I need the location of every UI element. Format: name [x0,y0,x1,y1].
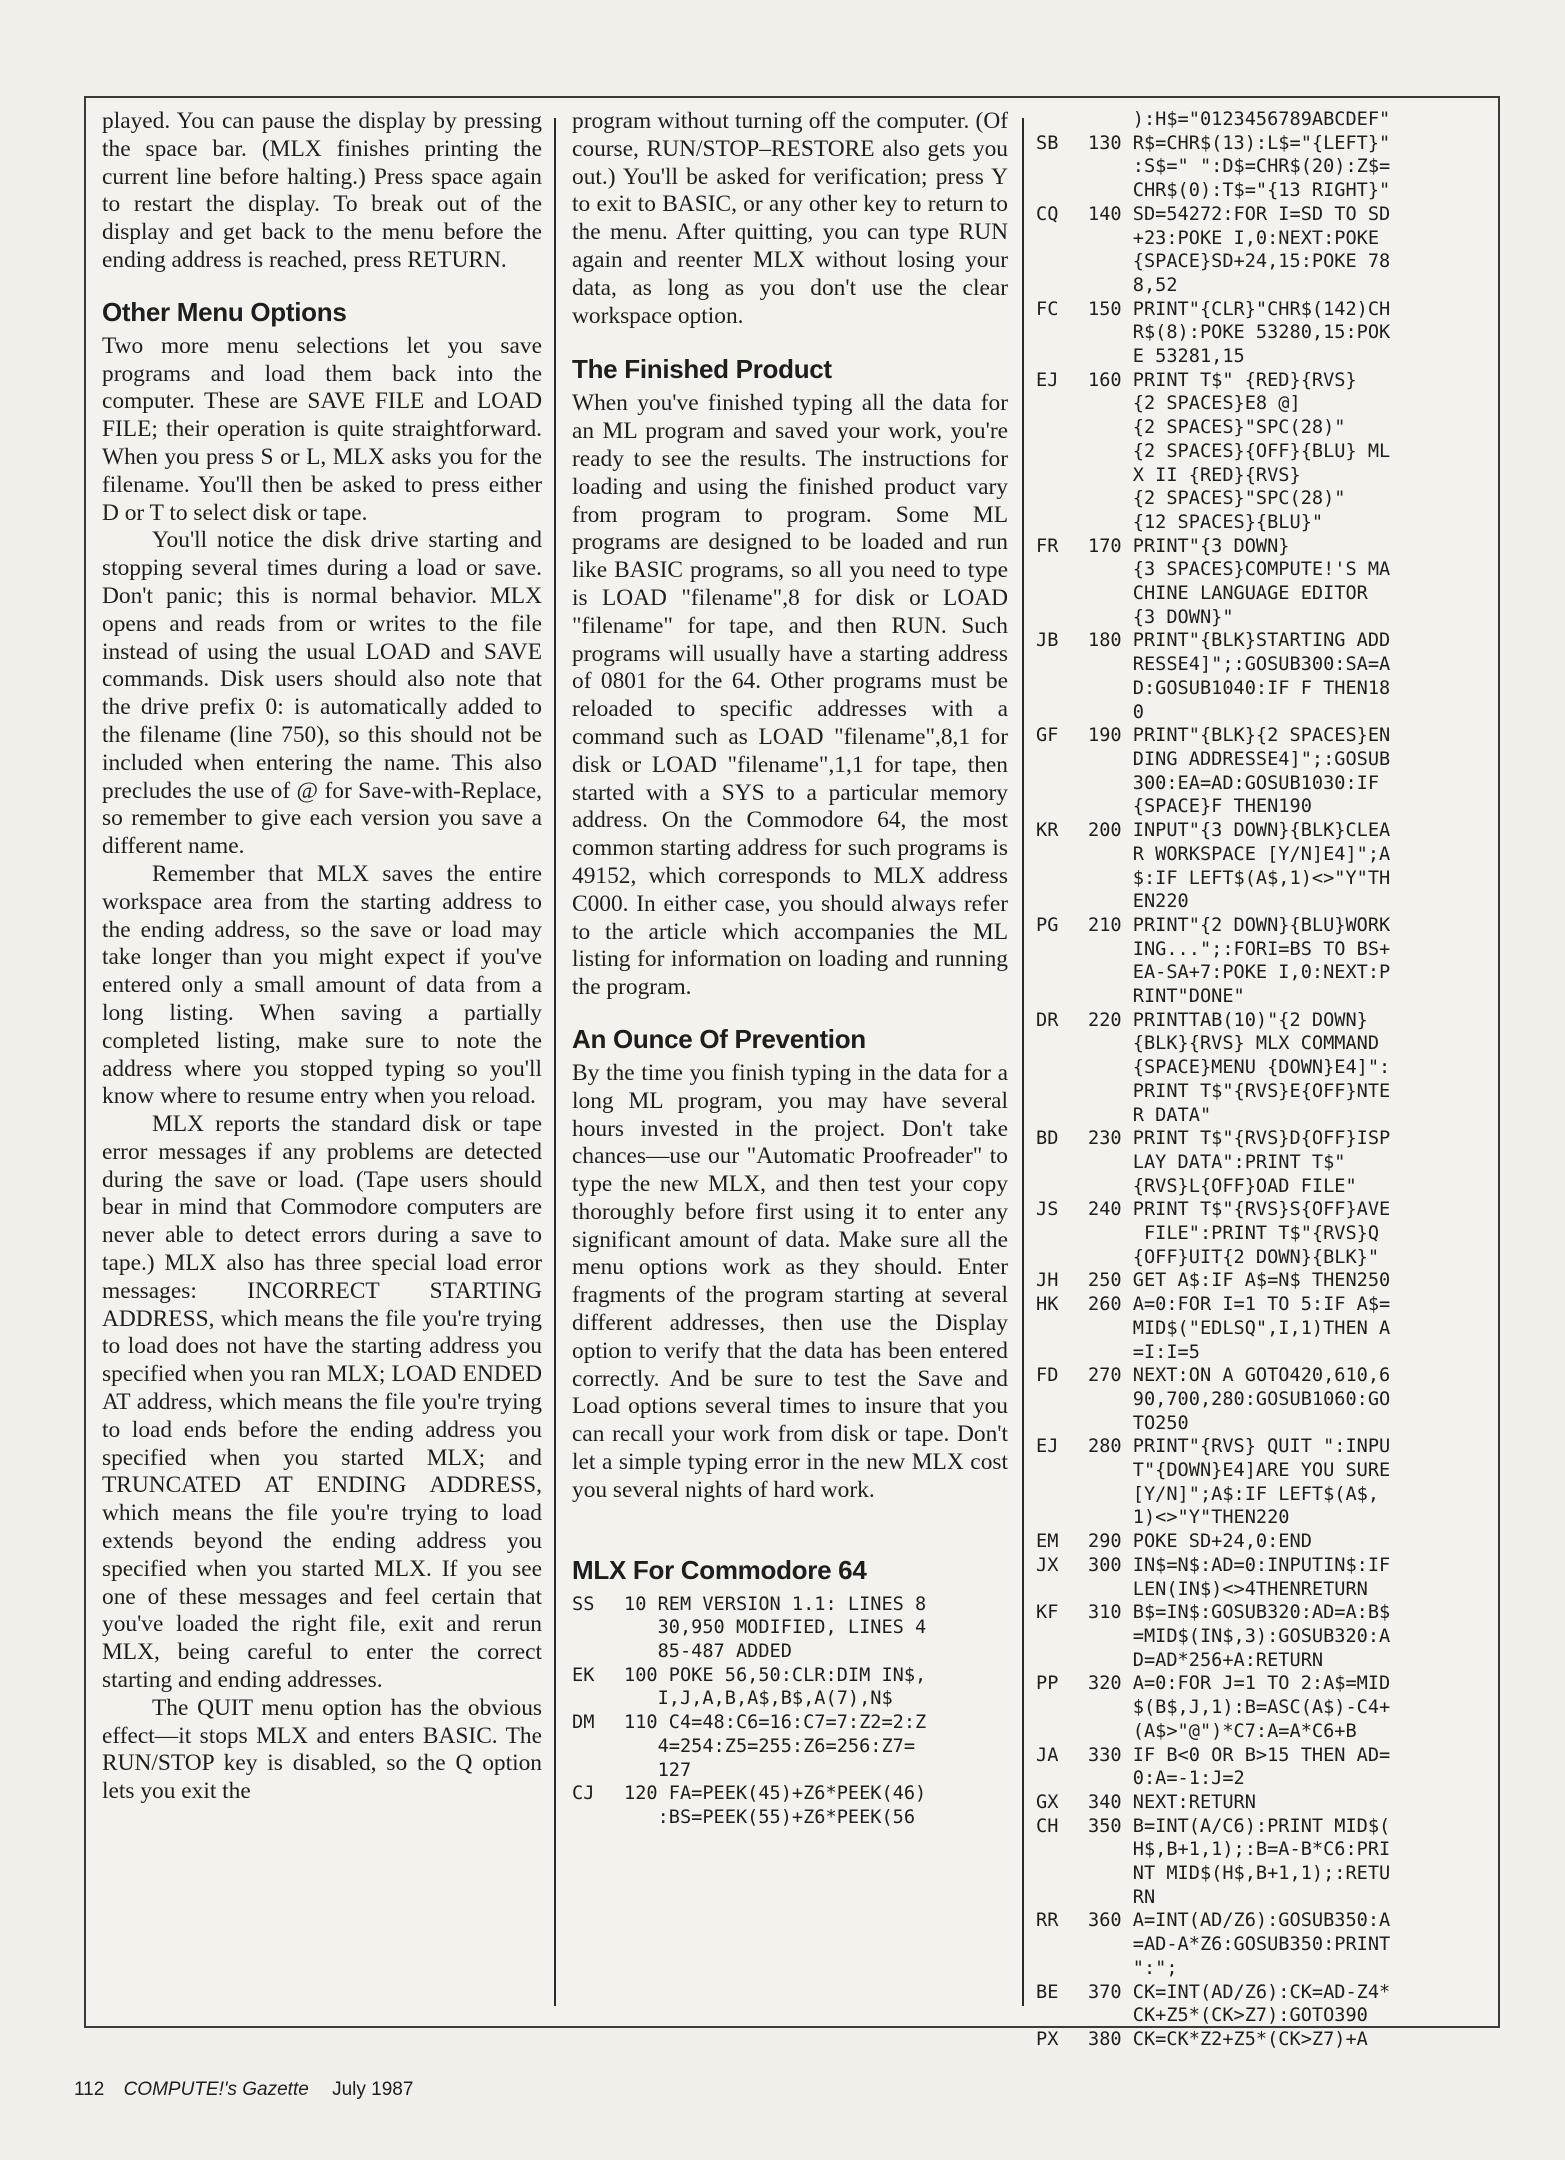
listing-line [1036,629,1486,653]
checksum-code: JH [1036,1270,1059,1292]
listing-line [1036,511,1486,535]
checksum-code: RR [1036,1910,1059,1932]
listing-line [572,1593,1008,1617]
checksum-code: FC [1036,298,1059,320]
code-text: 4=254:Z5=255:Z6=256:Z7= [624,1735,916,1757]
checksum-code: PG [1036,914,1059,936]
code-text: 340 NEXT:RETURN [1088,1791,1256,1813]
code-text: +23:POKE I,0:NEXT:POKE [1088,227,1380,249]
code-text: FILE":PRINT T$"{RVS}Q [1088,1223,1380,1245]
checksum-code: GF [1036,725,1059,747]
listing-line [1036,1767,1486,1791]
section-heading: An Ounce Of Prevention [572,1023,866,1054]
code-text: 200 INPUT"{3 DOWN}{BLK}CLEA [1088,820,1391,842]
listing-line [1036,1222,1486,1246]
code-text: 1)<>"Y"THEN220 [1088,1507,1290,1529]
code-text: 290 POKE SD+24,0:END [1088,1531,1312,1553]
page-number: 112 [74,2079,105,2100]
checksum-code: PP [1036,1673,1059,1695]
code-text: 240 PRINT T$"{RVS}S{OFF}AVE [1088,1199,1391,1221]
code-text: 320 A=0:FOR J=1 TO 2:A$=MID [1088,1673,1391,1695]
listing-line [1036,1056,1486,1080]
listing-line [1036,1886,1486,1910]
listing-line [1036,653,1486,677]
listing-line [1036,1151,1486,1175]
code-text: 300 IN$=N$:AD=0:INPUTIN$:IF [1088,1554,1391,1576]
listing-line [1036,274,1486,298]
listing-line [572,1616,1008,1640]
column-3 [1036,108,1486,2052]
listing-line [572,1782,1008,1806]
listing-line [1036,487,1486,511]
listing-line [1036,1246,1486,1270]
listing-line [1036,985,1486,1009]
code-text: {2 SPACES}E8 @] [1088,393,1301,415]
listing-line [1036,1341,1486,1365]
listing-line [1036,369,1486,393]
column-2 [572,108,1008,1830]
checksum-code: EJ [1036,369,1059,391]
code-text: CHINE LANGUAGE EDITOR [1088,583,1368,605]
code-text: 190 PRINT"{BLK}{2 SPACES}EN [1088,725,1391,747]
listing-line [1036,1981,1486,2005]
listing-line [1036,890,1486,914]
listing-line [1036,1412,1486,1436]
paragraph: When you've finished typing all the data for an ML program and saved your work, you're ready to see the results. The instructions for loading and using the finished product vary from program to program. Some ML programs are designed to be loaded and run like BASIC programs, so all you need to type is LOAD "filename",8 for disk or LOAD "filename" for tape, and then RUN. Such programs will usually have a starting address of 0801 for the 64. Other programs must be reloaded to specific addresses with a command such as LOAD "filename",8,1 for disk or LOAD "filename",1,1 for tape, then started with a SYS to a particular memory address. On the Commodore 64, the most common starting address for such programs is 49152, which corresponds to MLX address C000. In either case, you should always refer to the article which accompanies the ML listing for information on loading and running the program. [572,390,1008,1001]
listing-line [572,1664,1008,1688]
checksum-code: SS [572,1593,595,1615]
code-text: 230 PRINT T$"{RVS}D{OFF}ISP [1088,1128,1391,1150]
code-text: =I:I=5 [1088,1341,1200,1363]
checksum-code: SB [1036,132,1059,154]
checksum-code: KR [1036,820,1059,842]
checksum-code: BE [1036,1981,1059,2003]
code-text: 310 B$=IN$:GOSUB320:AD=A:B$ [1088,1602,1391,1624]
code-text: CK+Z5*(CK>Z7):GOTO390 [1088,2005,1368,2027]
code-text: {SPACE}F THEN190 [1088,796,1312,818]
code-text: R DATA" [1088,1104,1212,1126]
code-text: 0:A=-1:J=2 [1088,1768,1245,1790]
code-text: RN [1088,1886,1156,1908]
listing-line [1036,155,1486,179]
code-text: 127 [624,1759,692,1781]
code-text: TO250 [1088,1412,1189,1434]
checksum-code: GX [1036,1791,1059,1813]
code-text: 10 REM VERSION 1.1: LINES 8 [624,1593,927,1615]
code-text: LEN(IN$)<>4THENRETURN [1088,1578,1368,1600]
listing-line [1036,606,1486,630]
checksum-code: PX [1036,2028,1059,2050]
checksum-code: HK [1036,1294,1059,1316]
code-text: E 53281,15 [1088,346,1245,368]
code-text: =AD-A*Z6:GOSUB350:PRINT [1088,1934,1391,1956]
listing-line [1036,416,1486,440]
checksum-code: JA [1036,1744,1059,1766]
listing-line [1036,321,1486,345]
paragraph: played. You can pause the display by pressing the space bar. (MLX finishes printing the current line before halting.) Press space again to restart the display. To break out of the display and get back to the menu before the ending address is reached, press RETURN. [102,108,542,273]
listing-heading: MLX For Commodore 64 [572,1554,867,1585]
listing-line [1036,558,1486,582]
paragraph: You'll notice the disk drive starting and stopping several times during a load or save. Don't panic; this is normal behavior. MLX opens and reads from or writes to the file instead of using the usual LOAD and SAVE commands. Disk users should also note that the drive prefix 0: is automatically added to the filename (line 750), so this should not be included when entering the name. This also precludes the use of @ for Save-with-Replace, so remember to give each version you save a different name. [102,527,542,860]
code-text: {12 SPACES}{BLU}" [1088,511,1324,533]
listing-line [1036,535,1486,559]
code-text: 250 GET A$:IF A$=N$ THEN250 [1088,1270,1391,1292]
checksum-code: JX [1036,1554,1059,1576]
listing-line [1036,1696,1486,1720]
checksum-code: EM [1036,1531,1059,1553]
listing-line [1036,1530,1486,1554]
code-text: {3 DOWN}" [1088,606,1234,628]
listing-line [1036,1317,1486,1341]
checksum-code: DR [1036,1009,1059,1031]
listing-line [1036,1483,1486,1507]
code-text: EA-SA+7:POKE I,0:NEXT:P [1088,962,1391,984]
listing-line [1036,1672,1486,1696]
listing-line [1036,298,1486,322]
code-text: 280 PRINT"{RVS} QUIT ":INPU [1088,1436,1391,1458]
listing-line [1036,203,1486,227]
listing-line [1036,1269,1486,1293]
listing-line [572,1806,1008,1830]
code-text: 360 A=INT(AD/Z6):GOSUB350:A [1088,1910,1391,1932]
listing-line [572,1735,1008,1759]
listing-line [1036,392,1486,416]
listing-line [1036,1459,1486,1483]
code-text: ):H$="0123456789ABCDEF" [1088,109,1391,130]
program-listing [1036,108,1486,2052]
listing-line [1036,1909,1486,1933]
listing-line [572,1711,1008,1735]
listing-line [1036,1009,1486,1033]
listing-line [1036,1933,1486,1957]
listing-line [1036,2028,1486,2052]
listing-line [1036,1435,1486,1459]
code-text: I,J,A,B,A$,B$,A(7),N$ [624,1688,893,1710]
listing-line [1036,961,1486,985]
code-text: [Y/N]";A$:IF LEFT$(A$, [1088,1483,1380,1505]
code-text: 330 IF B<0 OR B>15 THEN AD= [1088,1744,1391,1766]
code-text: 110 C4=48:C6=16:C7=7:Z2=2:Z [624,1712,927,1734]
code-text: ING...";:FORI=BS TO BS+ [1088,938,1391,960]
code-text: $(B$,J,1):B=ASC(A$)-C4+ [1088,1697,1391,1719]
listing-line [1036,1601,1486,1625]
code-text: D=AD*256+A:RETURN [1088,1649,1324,1671]
checksum-code: FR [1036,535,1059,557]
code-text: 120 FA=PEEK(45)+Z6*PEEK(46) [624,1783,927,1805]
code-text: {SPACE}SD+24,15:POKE 78 [1088,251,1391,273]
checksum-code: BD [1036,1128,1059,1150]
listing-line [1036,345,1486,369]
listing-line [1036,2004,1486,2028]
code-text: 260 A=0:FOR I=1 TO 5:IF A$= [1088,1294,1391,1316]
code-text: {SPACE}MENU {DOWN}E4]": [1088,1057,1391,1079]
code-text: $:IF LEFT$(A$,1)<>"Y"TH [1088,867,1391,889]
checksum-code: JS [1036,1199,1059,1221]
code-text: R$(8):POKE 53280,15:POK [1088,322,1391,344]
listing-line [1036,1388,1486,1412]
listing-line [1036,819,1486,843]
listing-line [1036,795,1486,819]
code-text: (A$>"@")*C7:A=A*C6+B [1088,1720,1357,1742]
listing-line [1036,914,1486,938]
code-text: 210 PRINT"{2 DOWN}{BLU}WORK [1088,914,1391,936]
listing-line [1036,1720,1486,1744]
code-text: 100 POKE 56,50:CLR:DIM IN$, [624,1664,927,1686]
section-heading: Other Menu Options [102,296,347,327]
section-heading: The Finished Product [572,354,832,385]
listing-line [1036,250,1486,274]
listing-line [1036,1838,1486,1862]
checksum-code: KF [1036,1602,1059,1624]
code-text: :BS=PEEK(55)+Z6*PEEK(56 [624,1806,916,1828]
listing-line [1036,677,1486,701]
code-text: 180 PRINT"{BLK}STARTING ADD [1088,630,1391,652]
listing-line [1036,132,1486,156]
listing-line [1036,1032,1486,1056]
code-text: {OFF}UIT{2 DOWN}{BLK}" [1088,1246,1380,1268]
code-text: {BLK}{RVS} MLX COMMAND [1088,1033,1380,1055]
code-text: 380 CK=CK*Z2+Z5*(CK>Z7)+A [1088,2028,1368,2050]
paragraph: Remember that MLX saves the entire workspace area from the starting address to the ending address, so the save or load may take longer than you might expect if you've entered only a small amount of data from a long listing. When saving a partially completed listing, make sure to note the address where you stopped typing so you'll know where to resume entry when you reload. [102,860,542,1110]
listing-line [1036,440,1486,464]
paragraph: MLX reports the standard disk or tape error messages if any problems are detected during the save or load. (Tape users should bear in mind that Commodore computers are never able to detect errors during a save to tape.) MLX also has three special load error messages: INCORRECT STARTING ADDRESS, which means the file you're trying to load does not have the starting address you specified when you ran MLX; LOAD ENDED AT address, which means the file you're trying to load ends before the ending address you specified when you started MLX; and TRUNCATED AT ENDING ADDRESS, which means the file you're trying to load extends beyond the ending address you specified when you started MLX. If you see one of these messages and feel certain that you've loaded the right file, exit and rerun MLX, being careful to enter the correct starting and ending addresses. [102,1111,542,1694]
code-text: ":"; [1088,1957,1178,1979]
code-text: {2 SPACES}"SPC(28)" [1088,417,1346,439]
code-text: X II {RED}{RVS} [1088,464,1301,486]
code-text: =MID$(IN$,3):GOSUB320:A [1088,1626,1391,1647]
code-text: EN220 [1088,891,1189,913]
listing-line [1036,748,1486,772]
listing-line [1036,227,1486,251]
listing-line [1036,1578,1486,1602]
program-listing [572,1593,1008,1830]
checksum-code: CJ [572,1783,595,1805]
code-text: R WORKSPACE [Y/N]E4]";A [1088,843,1391,865]
listing-line [1036,1791,1486,1815]
listing-line [1036,179,1486,203]
code-text: 30,950 MODIFIED, LINES 4 [624,1617,927,1639]
code-text: CHR$(0):T$="{13 RIGHT}" [1088,180,1391,202]
code-text: :S$=" ":D$=CHR$(20):Z$= [1088,156,1391,178]
checksum-code: FD [1036,1365,1059,1387]
listing-line [572,1640,1008,1664]
listing-line [1036,1625,1486,1649]
code-text: H$,B+1,1);:B=A-B*C6:PRI [1088,1839,1391,1861]
listing-line [1036,938,1486,962]
checksum-code: CQ [1036,203,1059,225]
code-text: T"{DOWN}E4]ARE YOU SURE [1088,1460,1391,1482]
checksum-code: JB [1036,630,1059,652]
code-text: 90,700,280:GOSUB1060:GO [1088,1388,1391,1410]
paragraph: Two more menu selections let you save programs and load them back into the computer. These are SAVE FILE and LOAD FILE; their operation is quite straightforward. When you press S or L, MLX asks you for the filename. You'll then be asked to press either D or T to select disk or tape. [102,332,542,526]
code-text: 8,52 [1088,274,1178,296]
paragraph: By the time you finish typing in the data for a long ML program, you may have several hours invested in the project. Don't take chances—use our "Automatic Proofreader" to type the new MLX, and then test your copy thoroughly before first using it to enter any significant amount of data. Make sure all the menu options work as they should. Enter fragments of the program starting at several different addresses, then use the Display option to verify that the data has been entered correctly. And be sure to test the Save and Load options several times to insure that you can recall your work from disk or tape. Don't let a simple typing error in the new MLX cost you several nights of hard work. [572,1059,1008,1503]
publication-name: COMPUTE!'s Gazette [123,2079,309,2100]
checksum-code: EJ [1036,1436,1059,1458]
code-text: 0 [1088,701,1144,723]
listing-line [1036,701,1486,725]
code-text: LAY DATA":PRINT T$" [1088,1151,1346,1173]
code-text: 85-487 ADDED [624,1641,792,1663]
listing-line [1036,1293,1486,1317]
listing-line [1036,1744,1486,1768]
listing-line [1036,1198,1486,1222]
listing-line [1036,1506,1486,1530]
code-text: 160 PRINT T$" {RED}{RVS} [1088,369,1357,391]
checksum-code: EK [572,1664,595,1686]
code-text: RESSE4]";:GOSUB300:SA=A [1088,654,1391,676]
code-text: 140 SD=54272:FOR I=SD TO SD [1088,203,1391,225]
listing-line [1036,1554,1486,1578]
code-text: MID$("EDLSQ",I,1)THEN A [1088,1317,1391,1339]
listing-line [1036,843,1486,867]
issue-date: July 1987 [332,2079,414,2100]
code-text: D:GOSUB1040:IF F THEN18 [1088,677,1391,699]
code-text: 170 PRINT"{3 DOWN} [1088,535,1290,557]
code-text: PRINT T$"{RVS}E{OFF}NTE [1088,1080,1391,1102]
code-text: {RVS}L{OFF}OAD FILE" [1088,1175,1357,1197]
code-text: 130 R$=CHR$(13):L$="{LEFT}" [1088,132,1391,154]
listing-line [1036,1080,1486,1104]
listing-line [1036,464,1486,488]
code-text: {3 SPACES}COMPUTE!'S MA [1088,559,1391,581]
listing-line [1036,867,1486,891]
code-text: {2 SPACES}"SPC(28)" [1088,488,1346,510]
listing-line [1036,108,1486,132]
listing-line [572,1687,1008,1711]
code-text: 270 NEXT:ON A GOTO420,610,6 [1088,1365,1391,1387]
code-text: 300:EA=AD:GOSUB1030:IF [1088,772,1380,794]
listing-line [1036,724,1486,748]
column-rule [554,118,556,2006]
listing-line [1036,1815,1486,1839]
code-text: {2 SPACES}{OFF}{BLU} ML [1088,440,1391,462]
code-text: RINT"DONE" [1088,986,1245,1008]
column-rule [1022,118,1024,2006]
code-text: 220 PRINTTAB(10)"{2 DOWN} [1088,1009,1368,1031]
listing-line [1036,1175,1486,1199]
paragraph: program without turning off the computer. (Of course, RUN/STOP–RESTORE also gets you out.) You'll be asked for verification; press Y to exit to BASIC, or any other key to return to the menu. After quitting, you can type RUN again and reenter MLX without losing your data, as long as you don't use the clear workspace option. [572,108,1008,329]
listing-line [1036,1127,1486,1151]
paragraph: The QUIT menu option has the obvious effect—it stops MLX and enters BASIC. The RUN/STOP key is disabled, so the Q option lets you exit the [102,1694,542,1805]
listing-line [1036,582,1486,606]
listing-line [1036,1957,1486,1981]
code-text: NT MID$(H$,B+1,1);:RETU [1088,1863,1391,1885]
column-1 [102,108,542,1806]
code-text: DING ADDRESSE4]";:GOSUB [1088,748,1391,770]
checksum-code: DM [572,1712,595,1734]
listing-line [1036,1104,1486,1128]
code-text: 150 PRINT"{CLR}"CHR$(142)CH [1088,298,1391,320]
checksum-code: CH [1036,1815,1059,1837]
page-footer [74,2079,413,2101]
listing-line [1036,1649,1486,1673]
code-text: 350 B=INT(A/C6):PRINT MID$( [1088,1815,1391,1837]
listing-line [1036,1364,1486,1388]
code-text: 370 CK=INT(AD/Z6):CK=AD-Z4* [1088,1981,1391,2003]
listing-line [572,1759,1008,1783]
listing-line [1036,772,1486,796]
listing-line [1036,1862,1486,1886]
